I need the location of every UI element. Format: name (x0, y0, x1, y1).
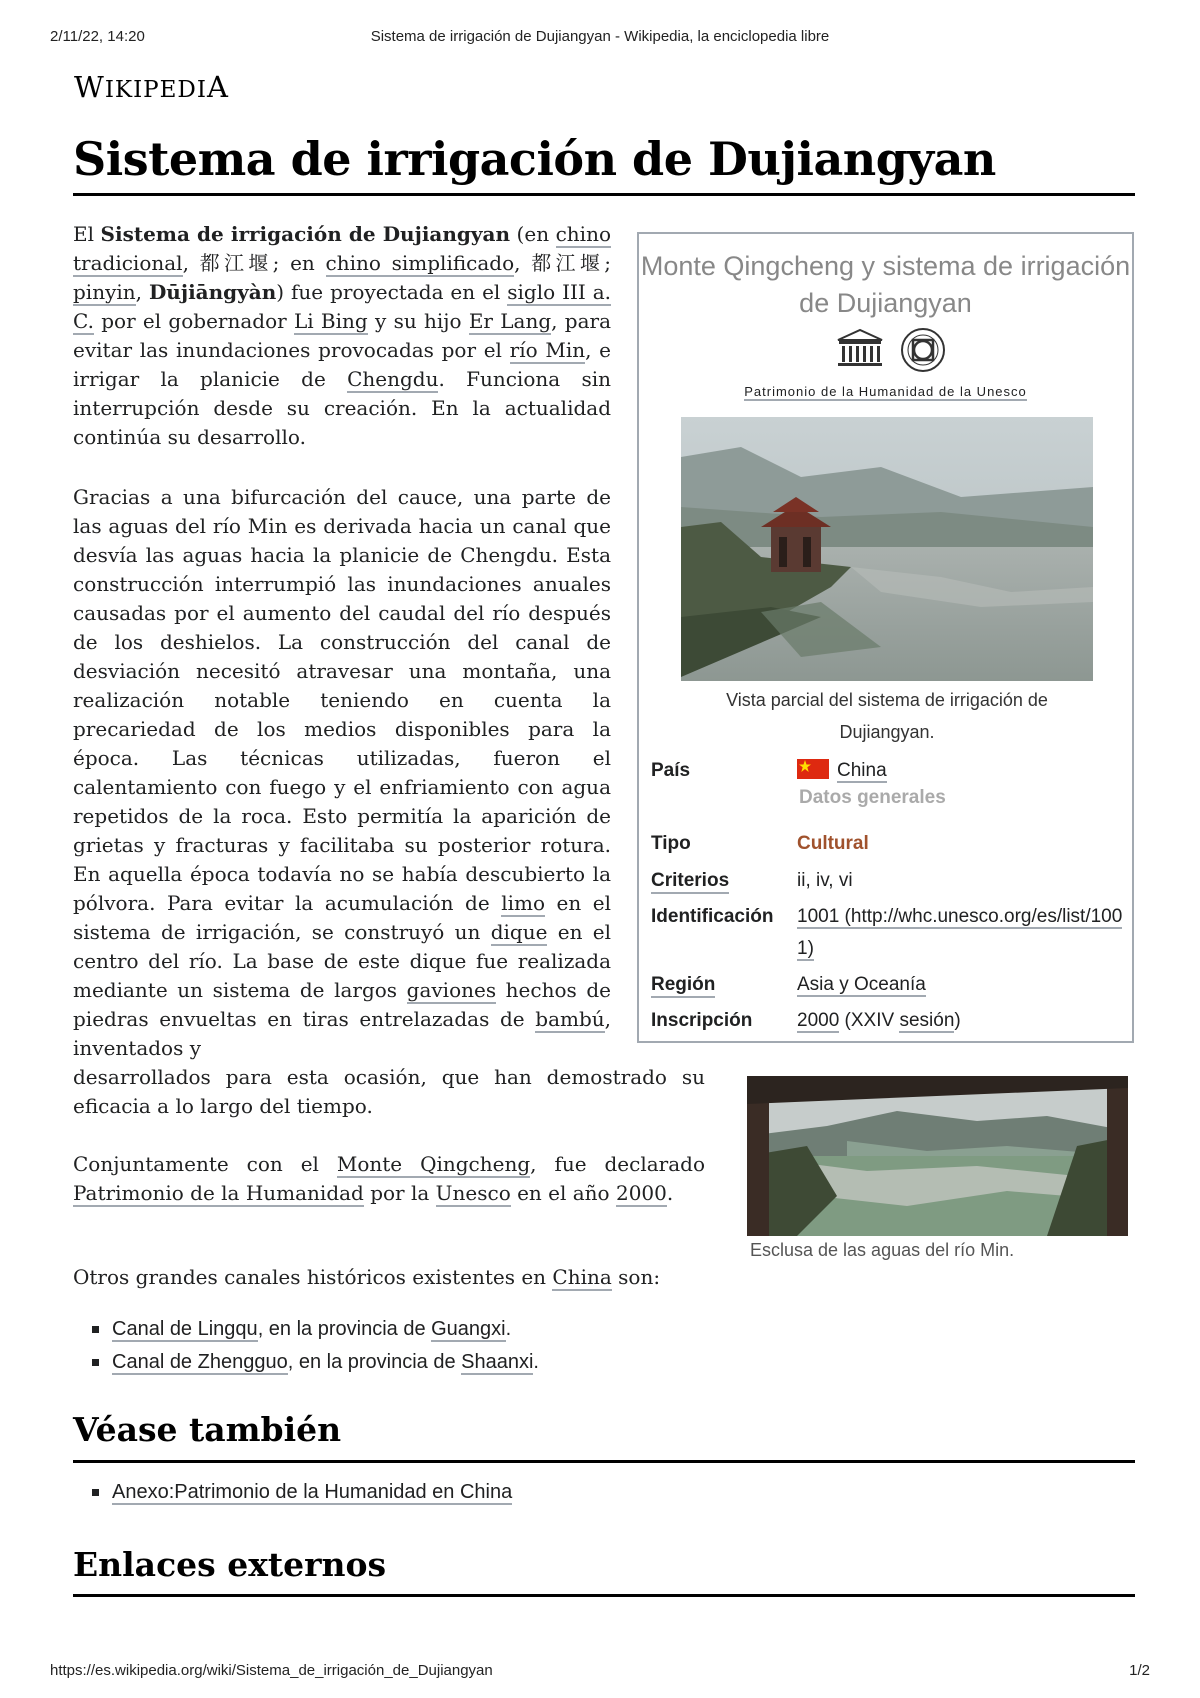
section-divider (73, 1460, 1135, 1463)
link-patrimonio[interactable]: Patrimonio de la Humanidad (73, 1181, 364, 1205)
link-chengdu[interactable]: Chengdu (347, 367, 439, 391)
wordmark-initial: W (74, 70, 105, 104)
link-canal-zhengguo[interactable]: Canal de Zhengguo (112, 1351, 288, 1373)
infobox-title: Monte Qingcheng y sistema de irrigación de Dujiangyan (640, 251, 1131, 318)
link-shaanxi[interactable]: Shaanxi (461, 1351, 534, 1373)
link-2000[interactable]: 2000 (615, 1181, 667, 1205)
infobox-photo[interactable] (681, 417, 1093, 681)
link-id-1001[interactable]: 1001 (http://whc.unesco.org/es/list/1001) (797, 906, 1123, 959)
link-gaviones[interactable]: gaviones (406, 978, 497, 1002)
link-asia-oceania[interactable]: Asia y Oceanía (797, 974, 926, 995)
canal-list (92, 1314, 539, 1380)
label-pais: País (651, 760, 691, 781)
article-subject: Sistema de irrigación de Dujiangyan (100, 222, 511, 246)
wikipedia-wordmark[interactable] (74, 70, 229, 104)
section-heading-see-also: Véase también (73, 1410, 342, 1449)
unesco-logo-icon (825, 326, 955, 374)
wordmark-smallcaps: IKIPEDI (104, 77, 207, 103)
list-item: Canal de Lingqu, en la provincia de Guangxi. (92, 1314, 539, 1347)
page-title: Sistema de irrigación de Dujiangyan (73, 132, 996, 186)
label-inscripcion: Inscripción (651, 1010, 753, 1031)
bullet-icon (92, 1489, 99, 1496)
link-er-lang[interactable]: Er Lang (468, 309, 552, 333)
print-date: 2/11/22, 14:20 (50, 28, 145, 45)
print-page-number: 1/2 (1129, 1662, 1150, 1679)
value-region (797, 969, 1127, 1001)
link-canal-lingqu[interactable]: Canal de Lingqu (112, 1318, 258, 1340)
dujiangyan-photo (681, 417, 1093, 681)
panorama-photo[interactable] (747, 1076, 1128, 1236)
link-dique[interactable]: dique (490, 920, 548, 944)
list-item: Canal de Zhengguo, en la provincia de Shaanxi. (92, 1347, 539, 1380)
link-sesion[interactable]: sesión (899, 1010, 955, 1031)
traditional-chars: 都江堰 (199, 251, 273, 275)
heritage-paragraph: Conjuntamente con el Monte Qingcheng, fue declarado Patrimonio de la Humanidad por la Unesco en el año 2000. (73, 1152, 705, 1205)
link-region[interactable]: Región (651, 974, 715, 998)
value-criterios: ii, iv, vi (797, 870, 853, 891)
min-river-photo (747, 1076, 1128, 1236)
link-limo[interactable]: limo (501, 891, 545, 915)
print-url: https://es.wikipedia.org/wiki/Sistema_de_irrigación_de_Dujiangyan (50, 1662, 493, 1679)
history-paragraph-continued: desarrollados para esta ocasión, que han demostrado su eficacia a lo largo del tiempo. (73, 1065, 705, 1118)
panorama-caption: Esclusa de las aguas del río Min. (750, 1240, 1015, 1260)
link-chino-tradicional[interactable]: chino tradicional (73, 222, 611, 275)
wordmark-final: A (206, 70, 229, 104)
intro-paragraph: El Sistema de irrigación de Dujiangyan (en chino tradicional, 都江堰; en chino simplificado, 都江堰; pinyin, Dūjiāngyàn) fue proyectada en el siglo III a. C. por el gobernador Li Bing y su hijo Er Lang, para evitar las inundaciones provocadas por el río Min, e irrigar la planicie de Chengdu. Funciona sin interrupción desde su creación. En la actualidad continúa su desarrollo. (73, 222, 612, 449)
link-anexo-patrimonio-china[interactable]: Anexo:Patrimonio de la Humanidad en China (112, 1481, 513, 1503)
simplified-chars: 都江堰 (531, 251, 605, 275)
china-flag-icon (797, 759, 829, 779)
link-inscripcion-2000[interactable]: 2000 (797, 1010, 840, 1031)
label-tipo: Tipo (651, 833, 691, 854)
link-bambu[interactable]: bambú (535, 1007, 605, 1031)
link-pais-china[interactable]: China (837, 760, 887, 781)
infobox-heritage (639, 384, 1132, 399)
title-divider (73, 193, 1135, 196)
label-identificacion: Identificación (651, 906, 774, 927)
section-heading-external-links: Enlaces externos (73, 1545, 387, 1584)
link-chino-simplificado[interactable]: chino simplificado (325, 251, 515, 275)
link-patrimonio-unesco[interactable]: Patrimonio de la Humanidad de la Unesco (744, 384, 1027, 399)
value-pais (797, 755, 1127, 787)
bullet-icon (92, 1359, 99, 1366)
bullet-icon (92, 1326, 99, 1333)
history-paragraph: Gracias a una bifurcación del cauce, una parte de las aguas del río Min es derivada hacia un canal que desvía las aguas hacia la planicie de Chengdu. Esta construcción interrumpió las inundaciones anuales causadas por el aumento del caudal del río después de los deshielos. La construcción del canal de desviación necesitó atravesar una montaña, una realización notable teniendo en cuenta la precariedad de los medios disponibles para la época. Las técnicas utilizadas, fueron el calentamiento con fuego y el enfriamiento con agua repetidos de la roca. Esto permitía la aparición de grietas y fracturas y facilitaba su posterior rotura. En aquella época todavía no se había descubierto la pólvora. Para evitar la acumulación de limo en el sistema de irrigación, se construyó un dique en el centro del río. La base de este dique fue realizada mediante un sistema de largos gaviones hechos de piedras envueltas en tiras entrelazadas de bambú, inventados y (73, 485, 611, 1060)
infobox-caption: Vista parcial del sistema de irrigación de Dujiangyan. (726, 690, 1048, 742)
list-item (92, 1477, 512, 1510)
link-siglo-iii[interactable]: siglo III a. C. (73, 280, 611, 333)
see-also-list (92, 1477, 512, 1510)
link-criterios[interactable]: Criterios (651, 870, 729, 894)
pinyin-name: Dūjiāngyàn (148, 280, 277, 304)
infobox (637, 232, 1134, 1043)
value-inscripcion: 2000 (XXIV sesión) (797, 1010, 961, 1031)
print-page-title: Sistema de irrigación de Dujiangyan - Wikipedia, la enciclopedia libre (370, 28, 830, 45)
link-china[interactable]: China (552, 1265, 612, 1289)
link-monte-qingcheng[interactable]: Monte Qingcheng (336, 1152, 531, 1176)
section-divider (73, 1594, 1135, 1597)
other-canals-paragraph: Otros grandes canales históricos existentes en China son: (73, 1265, 661, 1289)
value-identificacion (797, 901, 1127, 965)
link-li-bing[interactable]: Li Bing (293, 309, 368, 333)
unesco-emblems[interactable] (825, 326, 955, 374)
infobox-subheader: Datos generales (799, 787, 946, 808)
link-unesco[interactable]: Unesco (435, 1181, 511, 1205)
link-rio-min[interactable]: río Min (509, 338, 586, 362)
link-pinyin[interactable]: pinyin (73, 280, 136, 304)
link-guangxi[interactable]: Guangxi (431, 1318, 506, 1340)
value-tipo: Cultural (797, 833, 869, 854)
